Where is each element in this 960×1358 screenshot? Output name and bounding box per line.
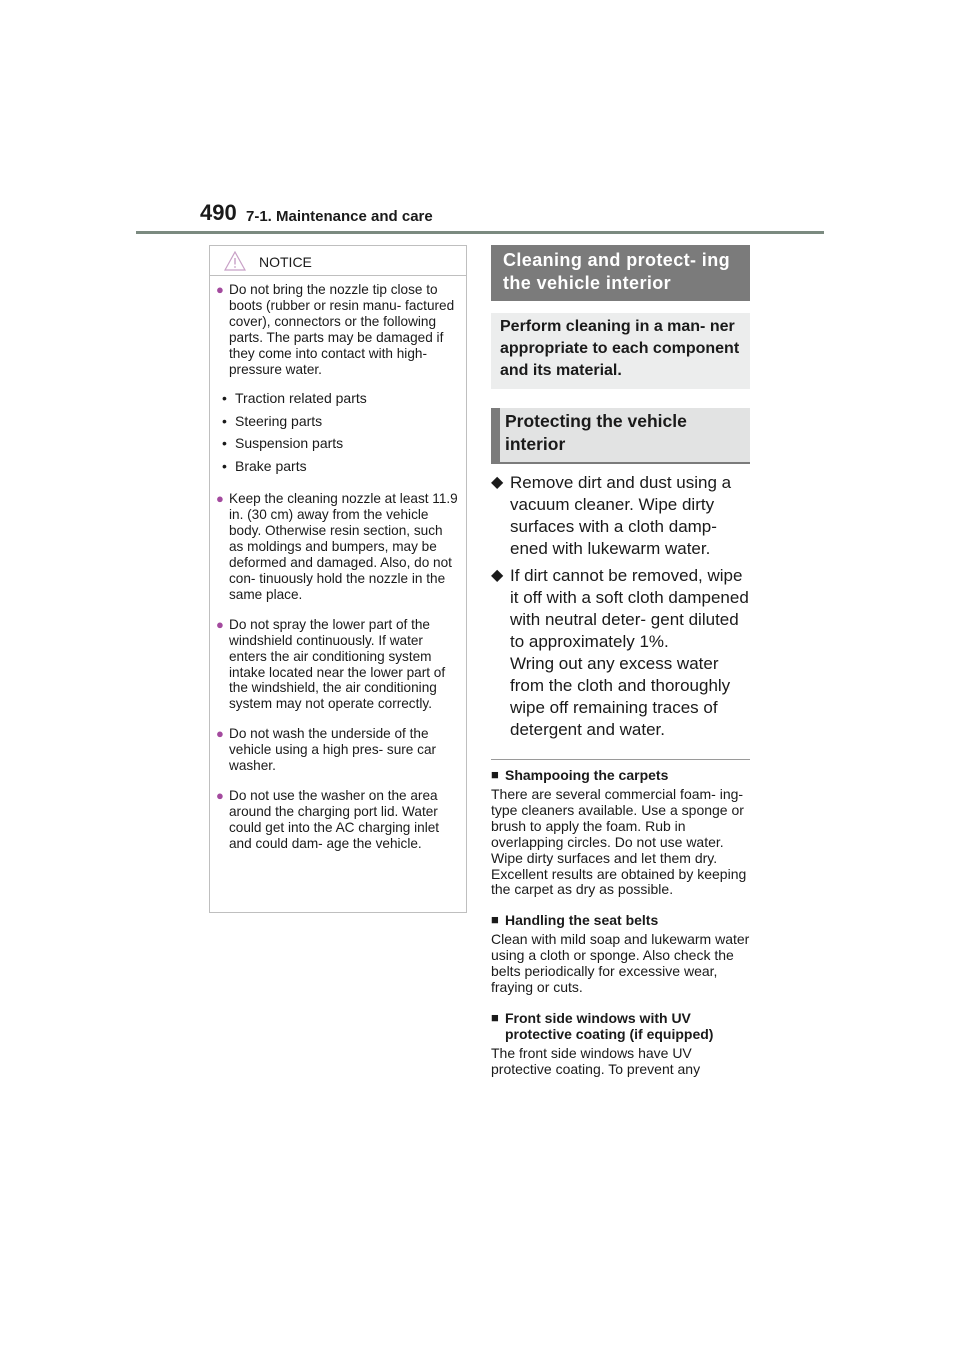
list-item: • Suspension parts bbox=[222, 435, 344, 452]
bullet-dot-icon: ● bbox=[216, 726, 224, 742]
notice-item bbox=[216, 282, 458, 377]
bullet-dot-icon: ● bbox=[216, 787, 224, 803]
notice-item bbox=[216, 726, 458, 774]
notice-body bbox=[210, 276, 466, 852]
subsection-heading: ■ Shampooing the carpets bbox=[491, 767, 669, 783]
notice-item bbox=[216, 788, 458, 852]
header-rule bbox=[136, 231, 824, 234]
intro-box: Perform cleaning in a man- ner appropriate to each component and its material. bbox=[491, 313, 750, 389]
notice-item bbox=[216, 617, 458, 712]
square-bullet-icon: ■ bbox=[491, 1009, 499, 1025]
list-item: • Traction related parts bbox=[222, 390, 367, 407]
paragraph: There are several commercial foam- ing-type cleaners available. Use a sponge or brush to apply the foam. Rub in overlapping circles. Do not use water. Wipe dirty surfaces and let them dry. Excellent results are obtained by keeping the carpet as dry as possible. bbox=[491, 786, 747, 898]
right-column bbox=[491, 245, 750, 1078]
notice-item bbox=[216, 491, 458, 602]
diamond-bullet-icon: ◆ bbox=[491, 474, 504, 491]
notice-text: Do not spray the lower part of the windshield continuously. If water enters the air conditioning system intake located near the lower part of the windshield, the air conditioning system may not operate correctly. bbox=[229, 616, 446, 712]
list-item: ◆ If dirt cannot be removed, wipe it off with a soft cloth dampened with neutral deter- gent diluted to approximately 1%. Wring out any excess water from the cloth and thoroughly wipe off remaining traces of detergent and water. bbox=[491, 566, 749, 739]
notice-label: NOTICE bbox=[259, 254, 312, 270]
square-bullet-icon: ■ bbox=[491, 912, 499, 928]
subsection-heading: ■ Front side windows with UV protective coating (if equipped) bbox=[491, 1009, 714, 1042]
diamond-bullet-icon: ◆ bbox=[491, 567, 504, 584]
subsection-heading: ■ Handling the seat belts bbox=[491, 912, 659, 929]
notice-header bbox=[210, 246, 466, 276]
page-number: 490 bbox=[200, 200, 237, 225]
sub-heading: Protecting the vehicle interior bbox=[491, 408, 750, 464]
paragraph: Clean with mild soap and lukewarm water using a cloth or sponge. Also check the belts periodically for excessive wear, fraying or cuts. bbox=[491, 931, 750, 996]
bullet-dot-icon: ● bbox=[216, 616, 224, 632]
divider bbox=[491, 759, 750, 760]
notice-text: Do not bring the nozzle tip close to boots (rubber or resin manu- factured cover), connectors or the following parts. The parts may be damaged if they come into contact with high-pressure water. bbox=[229, 282, 455, 377]
section-title: 7-1. Maintenance and care bbox=[246, 208, 433, 225]
instructions-list bbox=[491, 472, 750, 741]
main-heading: Cleaning and protect- ing the vehicle interior bbox=[491, 245, 750, 301]
list-item: • Brake parts bbox=[222, 457, 307, 474]
notice-text: Keep the cleaning nozzle at least 11.9 in. (30 cm) away from the vehicle body. Otherwise resin section, such as moldings and bumpers, may be deformed and damaged. Also, do not con- tinuously hold the nozzle in the same place. bbox=[229, 491, 458, 602]
paragraph: The front side windows have UV protective coating. To prevent any bbox=[491, 1044, 701, 1077]
notice-text: Do not wash the underside of the vehicle using a high pres- sure car washer. bbox=[229, 726, 437, 774]
bullet-dot-icon: ● bbox=[216, 282, 224, 297]
list-item: • Steering parts bbox=[222, 412, 323, 429]
notice-text: Do not use the washer on the area around the charging port lid. Water could get into the AC charging inlet and could dam- age the vehicle. bbox=[229, 787, 440, 851]
bullet-dot-icon: ● bbox=[216, 491, 224, 507]
square-bullet-icon: ■ bbox=[491, 767, 499, 782]
parts-list bbox=[216, 387, 458, 477]
notice-box bbox=[209, 245, 467, 913]
warning-triangle-icon bbox=[224, 251, 246, 271]
list-item: ◆ Remove dirt and dust using a vacuum cleaner. Wipe dirty surfaces with a cloth damp- ened with lukewarm water. bbox=[491, 473, 732, 558]
